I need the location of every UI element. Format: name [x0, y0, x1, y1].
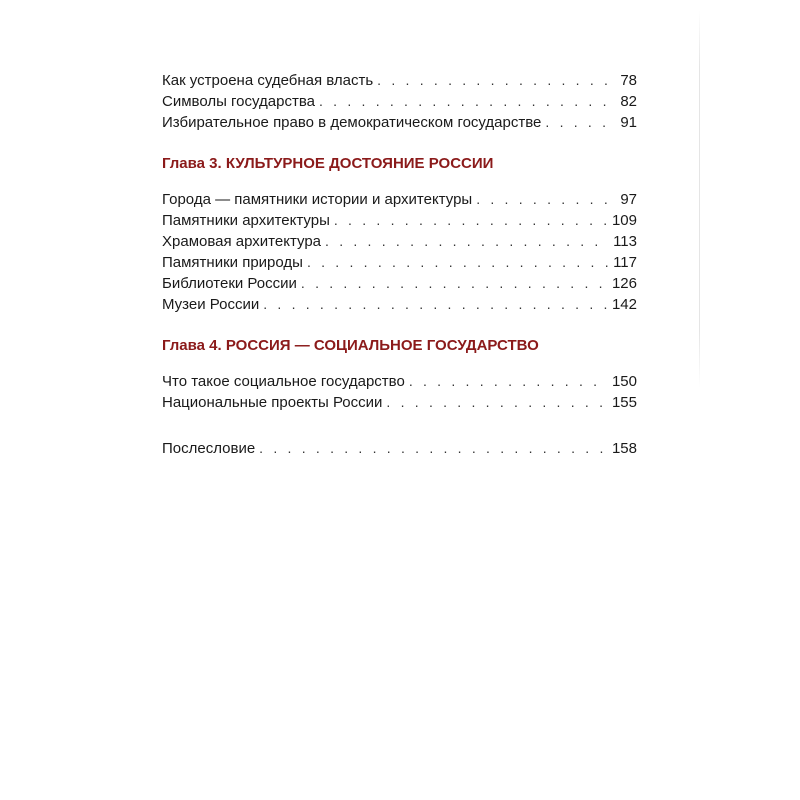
dot-leader [307, 252, 609, 273]
toc-entry[interactable] [162, 231, 637, 252]
dot-leader [545, 112, 616, 133]
toc-entry-afterword[interactable] [162, 438, 637, 459]
toc-entry[interactable] [162, 252, 637, 273]
toc-entry[interactable] [162, 294, 637, 315]
toc-entry-title: Что такое социальное государство [162, 373, 405, 390]
dot-leader [334, 210, 608, 231]
toc-entry-page: 142 [611, 296, 637, 313]
toc-entry[interactable] [162, 210, 637, 231]
toc-entry[interactable] [162, 189, 637, 210]
dot-leader [476, 189, 616, 210]
toc-entry-title: Памятники архитектуры [162, 212, 330, 229]
toc-entry-title: Библиотеки России [162, 275, 297, 292]
spacer [162, 413, 637, 438]
toc-entry-page: 150 [611, 373, 637, 390]
toc-entry[interactable] [162, 371, 637, 392]
table-of-contents [162, 70, 637, 459]
chapter-4-entries [162, 371, 637, 413]
toc-entry[interactable] [162, 392, 637, 413]
spacer [162, 315, 637, 335]
toc-entry[interactable] [162, 91, 637, 112]
toc-entry[interactable] [162, 70, 637, 91]
dot-leader [409, 371, 608, 392]
page-edge-divider [699, 10, 700, 388]
toc-entry-title: Музеи России [162, 296, 260, 313]
chapter-4-heading: Глава 4. РОССИЯ — СОЦИАЛЬНОЕ ГОСУДАРСТВО [162, 337, 539, 354]
toc-entry-page: 158 [611, 440, 637, 457]
toc-entry-title: Храмовая архитектура [162, 233, 322, 250]
dot-leader [325, 231, 609, 252]
chapter-3-heading: Глава 3. КУЛЬТУРНОЕ ДОСТОЯНИЕ РОССИИ [162, 155, 494, 172]
toc-entry[interactable] [162, 273, 637, 294]
toc-entry-title: Города — памятники истории и архитектуры [162, 191, 473, 208]
toc-entry-title: Памятники природы [162, 254, 303, 271]
spacer [162, 174, 637, 189]
toc-entry-page: 113 [613, 233, 637, 250]
dot-leader [259, 438, 608, 459]
dot-leader [377, 70, 616, 91]
toc-entry[interactable] [162, 112, 637, 133]
dot-leader [386, 392, 608, 413]
toc-entry-title: Избирательное право в демократическом государстве [162, 114, 542, 131]
toc-entry-title: Послесловие [162, 440, 256, 457]
toc-entry-page: 126 [611, 275, 637, 292]
toc-entry-title: Национальные проекты России [162, 394, 383, 411]
toc-entry-page: 78 [620, 72, 637, 89]
chapter-3-entries [162, 189, 637, 315]
spacer [162, 133, 637, 153]
toc-entry-title: Как устроена судебная власть [162, 72, 374, 89]
toc-entry-title: Символы государства [162, 93, 315, 110]
toc-entry-page: 91 [620, 114, 637, 131]
spacer [162, 356, 637, 371]
toc-entry-page: 155 [611, 394, 637, 411]
dot-leader [301, 273, 608, 294]
toc-entry-page: 109 [611, 212, 637, 229]
toc-entry-page: 117 [613, 254, 637, 271]
toc-entry-page: 82 [620, 93, 637, 110]
toc-entry-page: 97 [620, 191, 637, 208]
dot-leader [263, 294, 608, 315]
dot-leader [319, 91, 616, 112]
intro-entries [162, 70, 637, 133]
